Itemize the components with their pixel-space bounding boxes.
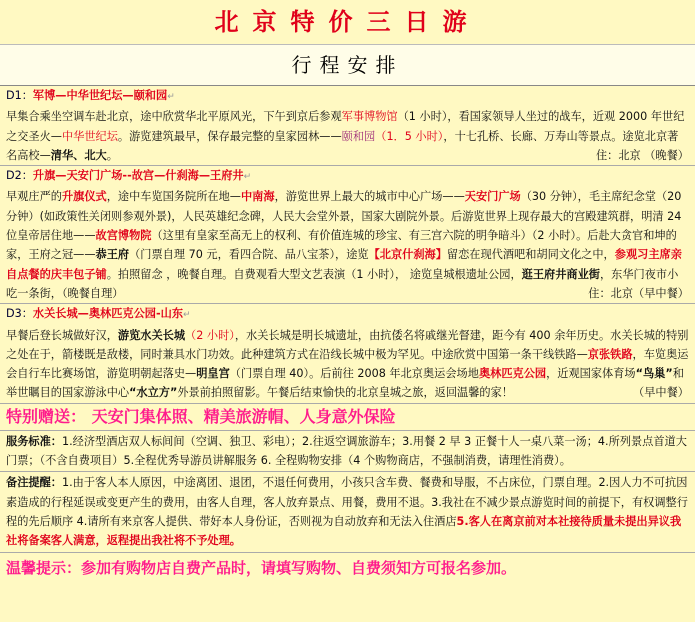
highlight: 天安门广场 (464, 190, 521, 204)
day-3-section: D3：水关长城—奥林匹克公园-山东↵ 早餐后登长城做好汉，游览水关长城（2 小时），水关长城是明长城遗址，由抗倭名将戚继光督建，距今有 400 余年历史。水关长城的特别之处在于，箭楼既是敌楼，同时兼具水门功效。此种建筑方式在沿线长城中极为罕见。中途欣赏中国第一条干线铁路—京张铁路，车览奥运会自行车比赛场馆，游览明朝起落史—明皇宫（门票自理 40）。后前往 2008 年北京奥运会场地奥林匹克公园，近观国家体育场“鸟巢”和举世瞩目的国家游泳中心“水立方”外景前拍照留影。午餐后结束愉快的北京皇城之旅，返回温馨的家！ （早中餐） (0, 304, 695, 403)
day-label: D3： (6, 307, 33, 321)
day-label: D2： (6, 169, 33, 183)
day-text: 留恋在现代酒吧和胡同文化之中， (446, 248, 615, 262)
day-text: ，东华门夜市小吃一条街，（晚餐自理） (6, 267, 679, 300)
day-text: ，十七孔桥、长廊、万寿山等景点。途览北京著名高校— (6, 129, 679, 162)
lodging-info: 住：北京 （晚餐） (595, 148, 689, 162)
highlight: “鸟巢” (635, 367, 673, 381)
day-text: （这里有皇家至高无上的权利、有价值连城的珍宝、有三宫六院的明争暗斗）（2 小时）。后赴大贪官和坤的家，王府之冠—— (6, 229, 677, 262)
day-text: （30 分钟），毛主席纪念堂（20 分钟）(如政策性关闭则参观外景)，人民英雄纪念碑，人民大会堂外景，国家大剧院外景。后游览世界上现存最大的宫殿建筑群，明清 24 位皇帝居住地—— (6, 190, 682, 243)
highlight: 恭王府 (95, 248, 130, 262)
day-text: ，水关长城是明长城遗址，由抗倭名将戚继光督建，距今有 400 余年历史。水关长城的特别之处在于，箭楼既是敌楼，同时兼具水门功效。此种建筑方式在沿线长城中极为罕见。中途欣赏中国第一条干线铁路— (6, 328, 689, 361)
day-text: ，途中车览国务院所在地— (106, 190, 241, 204)
day-2-section: D2：升旗—天安门广场--故宫—什刹海—王府井↵ 早观庄严的升旗仪式，途中车览国务院所在地—中南海，游览世界上最大的城市中心广场——天安门广场（30 分钟），毛主席纪念堂（20 分钟）(如政策性关闭则参观外景)，人民英雄纪念碑，人民大会堂外景，国家大剧院外景。后游览世界上现存最大的宫殿建筑群，明清 24 位皇帝居住地——故宫博物院（这里有皇家至高无上的权利、有价值连城的珍宝、有三宫六院的明争暗斗）（2 小时）。后赴大贪官和坤的家，王府之冠——恭王府（门票自理 70 元，看四合院、品八宝茶），途览【北京什刹海】留恋在现代酒吧和胡同文化之中，参观习主席亲自点餐的庆丰包子铺。拍照留念 ，晚餐自理。自费观看大型文艺表演（1 小时）， 途览皇城根遗址公园，逛王府井商业街，东华门夜市小吃一条街，（晚餐自理） 住：北京（早中餐） (0, 166, 695, 304)
day-1-section: D1：军博—中华世纪坛—颐和园↵ 早集合乘坐空调车赴北京，途中欣赏华北平原风光，下午到京后参观军事博物馆（1 小时），看国家领导人坐过的战车，近观 2000 年世纪之交圣火—中华世纪坛。游览建筑最早，保存最完整的皇家园林——颐和园（1．5 小时），十七孔桥、长廊、万寿山等景点。途览北京著名高校—清华、北大。 住：北京 （晚餐） (0, 86, 695, 166)
highlight: “水立方” (129, 386, 178, 400)
notes-reminder (0, 472, 695, 552)
day-text: 。 (106, 148, 118, 162)
highlight: 【北京什刹海】 (368, 248, 447, 262)
day-text: 和举世瞩目的国家游泳中心 (6, 367, 684, 400)
day-text: ，游览世界上最大的城市中心广场—— (274, 190, 465, 204)
day-route: 水关长城—奥林匹克公园-山东 (32, 307, 184, 321)
duration: （1．5 小时） (375, 129, 444, 143)
page-title: 北京特价三日游 (0, 0, 695, 45)
highlight: 京张铁路 (587, 347, 633, 361)
notes-text: 1.由于客人本人原因，中途离团、退团，不退任何费用，小孩只含车费、餐费和导服，不占床位，门票自理。2.因人力不可抗因素造成的行程延误或变更产生的费用，由客人自理，客人放弃景点、用餐，费用不退。3.我社在不减少景点游览时间的前提下，有权调整行程的先后顺序 4.请所有来京客人提供、带好本人身份证，否则视为自动放弃和无法入住酒店 (6, 476, 688, 528)
highlight: 参观习主席亲自点餐的庆丰包子铺 (6, 248, 682, 281)
highlight: 逛王府井商业街 (521, 267, 600, 281)
day-label: D1： (6, 89, 33, 102)
lodging-info: 住：北京（早中餐） (588, 286, 689, 300)
highlight: 颐和园 (341, 129, 376, 143)
highlight: 升旗仪式 (61, 190, 107, 204)
day-text: （门票自理 70 元，看四合院、品八宝茶），途览 (129, 248, 369, 262)
day-text: ，近观国家体育场 (546, 367, 636, 381)
highlight: 故宫博物院 (95, 229, 152, 243)
day-text: （门票自理 40）。后前往 2008 年北京奥运会场地 (229, 367, 479, 381)
meals-info: （早中餐） (633, 386, 689, 400)
highlight: 明皇宫 (196, 367, 230, 381)
day-text: 早观庄严的 (6, 190, 62, 204)
special-gift-banner: 特别赠送： 天安门集体照、精美旅游帽、人身意外保险 (0, 404, 695, 431)
day-route: 军博—中华世纪坛—颐和园 (32, 89, 168, 102)
day-text: 。拍照留念 ，晚餐自理。自费观看大型文艺表演（1 小时）， 途览皇城根遗址公园， (106, 267, 522, 281)
service-text: 1.经济型酒店双人标间间（空调、独卫、彩电）；2.往返空调旅游车；3.用餐 2 早 3 正餐十人一桌八菜一汤；4.所列景点首道大门票；（不含自费项目）5.全程优秀导游员讲解服务 6. 全程购物安排（4 个购物商店，不强制消费，请理性消费）。 (6, 434, 687, 468)
day-text: 早餐后登长城做好汉， (6, 328, 118, 342)
highlight: 军事博物馆 (341, 110, 398, 124)
notes-label: 备注提醒： (6, 476, 62, 490)
highlight: 奥林匹克公园 (478, 367, 547, 381)
day-text: （1 小时），看国家领导人坐过的战车，近观 2000 年世纪之交圣火— (6, 110, 685, 143)
page-subtitle: 行程安排 (0, 45, 695, 86)
day-text: 外景前拍照留影。午餐后结束愉快的北京皇城之旅，返回温馨的家！ (177, 386, 513, 400)
warm-tip: 温馨提示：参加有购物店自费产品时，请填写购物、自费须知方可报名参加。 (6, 558, 517, 577)
highlight: 中华世纪坛 (61, 129, 118, 143)
duration: （2 小时） (185, 328, 235, 342)
service-standard (0, 431, 695, 473)
highlight: 游览水关长城 (117, 328, 186, 342)
notes-red-text: 5.客人在离京前对本社接待质量未提出异议我社将备案客人满意，返程提出我社将不予处理。 (6, 514, 682, 548)
day-text: 。游览建筑最早，保存最完整的皇家园林—— (117, 129, 342, 143)
service-label: 服务标准： (6, 434, 62, 448)
highlight: 清华、北大 (50, 148, 107, 162)
day-text: ，车览奥运会自行车比赛场馆，游览明朝起落史— (6, 347, 689, 381)
highlight: 中南海 (240, 190, 275, 204)
day-text: 早集合乘坐空调车赴北京，途中欣赏华北平原风光，下午到京后参观 (6, 110, 342, 124)
day-route: 升旗—天安门广场--故宫—什刹海—王府井 (32, 169, 244, 183)
